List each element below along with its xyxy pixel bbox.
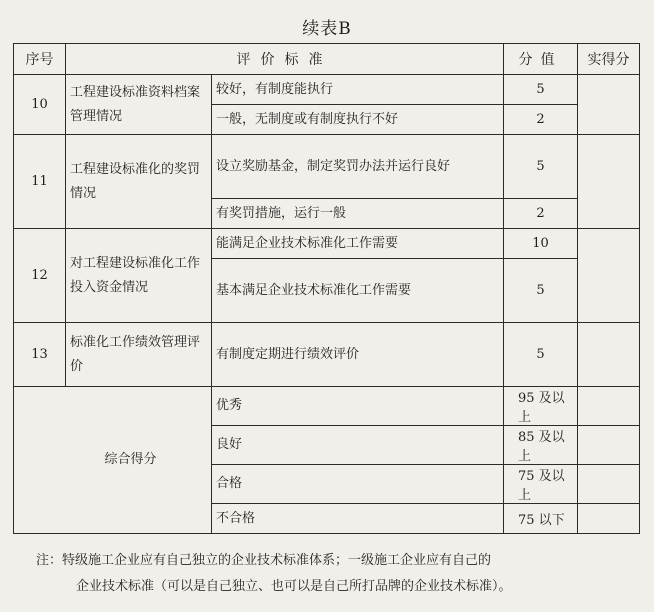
grade-range: 75 以下	[504, 504, 578, 534]
score-cell[interactable]	[578, 323, 640, 387]
row-item: 工程建设标准资料档案管理情况	[66, 75, 212, 135]
table-row	[14, 135, 640, 199]
grade-label: 优秀	[212, 387, 504, 426]
table-row	[14, 387, 640, 426]
criterion-value: 5	[504, 259, 578, 323]
criterion-value: 5	[504, 135, 578, 199]
criterion-value: 2	[504, 199, 578, 229]
criterion-text: 设立奖励基金，制定奖罚办法并运行良好	[212, 135, 504, 199]
row-item: 对工程建设标准化工作投入资金情况	[66, 229, 212, 323]
header-row	[14, 44, 640, 75]
criterion-text: 基本满足企业技术标准化工作需要	[212, 259, 504, 323]
header-value: 分值	[504, 44, 578, 75]
score-cell[interactable]	[578, 387, 640, 426]
row-number: 11	[14, 135, 66, 229]
row-number: 13	[14, 323, 66, 387]
page-title: 续表B	[302, 19, 352, 39]
row-item: 标准化工作绩效管理评价	[66, 323, 212, 387]
score-cell[interactable]	[578, 426, 640, 465]
criterion-text: 较好，有制度能执行	[212, 75, 504, 105]
grade-label: 不合格	[212, 504, 504, 534]
header-score: 实得分	[578, 44, 640, 75]
grade-label: 良好	[212, 426, 504, 465]
grade-range: 95 及以上	[504, 387, 578, 426]
criterion-text: 有制度定期进行绩效评价	[212, 323, 504, 387]
criterion-value: 10	[504, 229, 578, 259]
summary-label: 综合得分	[14, 387, 212, 534]
score-cell[interactable]	[578, 135, 640, 229]
table-row	[14, 75, 640, 105]
row-number: 10	[14, 75, 66, 135]
criterion-text: 一般，无制度或有制度执行不好	[212, 105, 504, 135]
row-item: 工程建设标准化的奖罚情况	[66, 135, 212, 229]
grade-range: 85 及以上	[504, 426, 578, 465]
criterion-value: 5	[504, 323, 578, 387]
score-cell[interactable]	[578, 229, 640, 323]
score-cell[interactable]	[578, 504, 640, 534]
header-standard: 评价标准	[66, 44, 504, 75]
table-row	[14, 323, 640, 387]
footnote	[36, 548, 646, 600]
footnote-line-2: 企业技术标准（可以是自己独立、也可以是自己所打品牌的企业技术标准）。	[76, 579, 512, 594]
criterion-text: 能满足企业技术标准化工作需要	[212, 229, 504, 259]
evaluation-table	[13, 43, 640, 534]
footnote-line-1: 注：特级施工企业应有自己独立的企业技术标准体系；一级施工企业应有自己的	[36, 553, 492, 568]
table-row	[14, 229, 640, 259]
criterion-value: 2	[504, 105, 578, 135]
score-cell[interactable]	[578, 465, 640, 504]
criterion-text: 有奖罚措施，运行一般	[212, 199, 504, 229]
criterion-value: 5	[504, 75, 578, 105]
grade-label: 合格	[212, 465, 504, 504]
score-cell[interactable]	[578, 75, 640, 135]
row-number: 12	[14, 229, 66, 323]
header-no: 序号	[14, 44, 66, 75]
grade-range: 75 及以上	[504, 465, 578, 504]
